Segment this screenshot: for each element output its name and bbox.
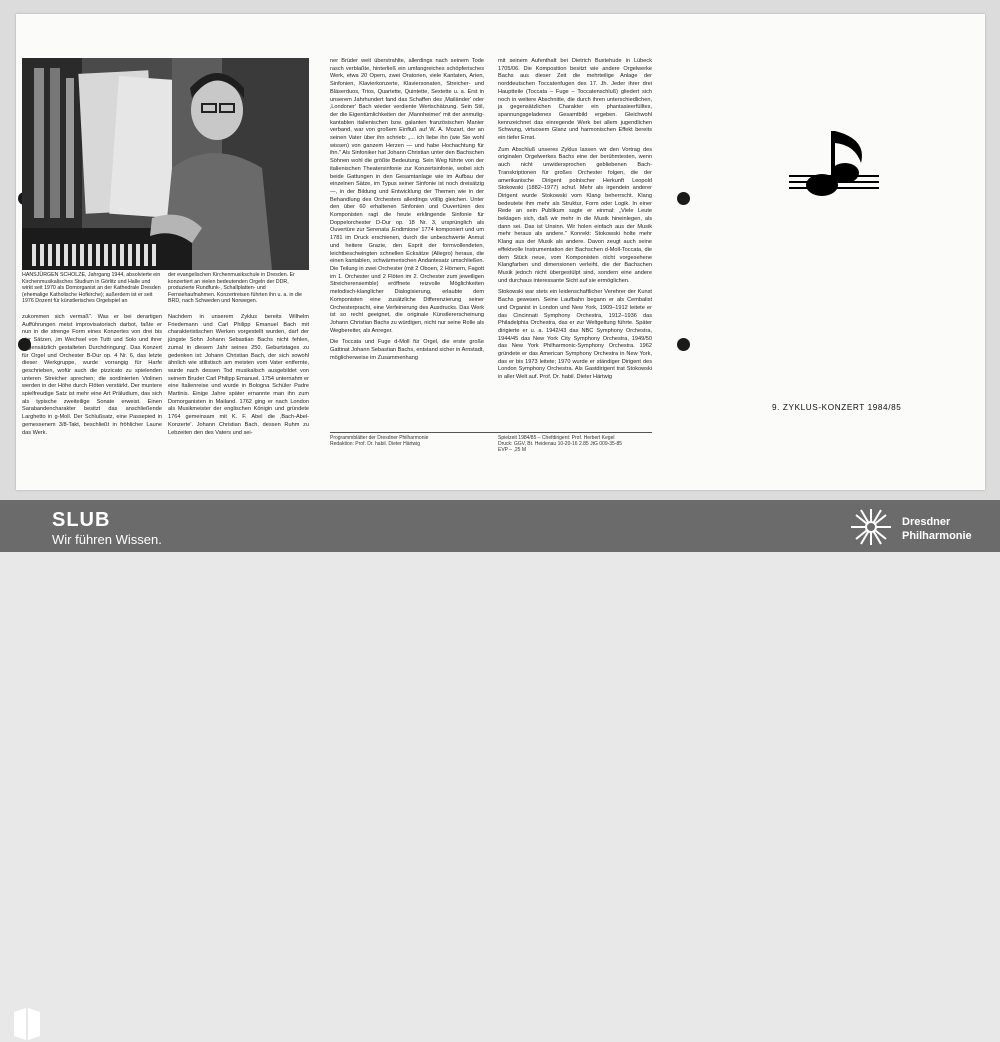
footer-line: EVP – ,25 M [498, 447, 526, 454]
punch-hole [677, 338, 690, 351]
paragraph: Stokowski war stets ein leidenschaftlicher Verehrer der Kunst Bachs gewesen. Seine Laufbahn begann er als Cembalist und Organist in London und New York, 1909–1912 leitete er das Cincinnati Symphony Orchestra, 1912–1936 das Philadelphia Orchestra, das er zur Weltgeltung führte. Später dirigierte er u. a. 1942/43 das NBC Symphony Orchestra, 1944/45 das New York City Symphony Orchestra, 1949/50 das New York Philharmonic-Symphony Orchestra. 1962 gründete er das American Symphony Orchestra in New York, das er bis 1973 leitete; 1970 wurde er ständiger Dirigent des London Symphony Orchestra. Als Gastdirigent trat Stokowski in aller Welt auf. Prof. Dr. habil. Dieter Härtwig [498, 289, 652, 381]
footer-line: Redaktion: Prof. Dr. habil. Dieter Härtwig [330, 441, 421, 448]
philharmonie-name-line2: Philharmonie [902, 530, 972, 542]
text-column-3 [330, 58, 484, 428]
paragraph: ner Brüder weit überstrahlte, allerdings nach seinem Tode rasch verblaßte, hinterließ ein umfangreiches schöpferisches Werk, etwa 20 Opern, zwei Oratorien, viele Kantaten, Arien, Sinfonien, Klavierkonzerte, Klaviersonaten, Streicher- und Bläserduos, Trios, Quartette, Quintette, Sextette u. a. Erst in unserem Jahrhundert fand das Schaffen des ‚Mailänder' oder ‚Londoner' Bach wieder verdiente Wertschätzung. Sein Stil, der die Eigentümlichkeiten der ‚Mannheimer' mit der anmutig-kantablen italienischen bzw. galanten französischen Manier verband, war von großem Einfluß auf W. A. Mozart, der an seinen Vater über ihn schrieb: „... ich liebe ihn (wie Sie wohl wissen) von ganzem Herzen — und habe Hochachtung für ihn." Als Sinfoniker hat Johann Christian unter den Bachschen Söhnen wohl die größte Bedeutung. Sein Weg führte von der italienischen Theatersinfonie zur Konzertsinfonie, wobei sich beide Gattungen in den Gesamtanlage wie im Aufbau der einzelnen Sätze, im Typus seiner Sinfonie ist noch dreisätzig —, in der Bildung und Entwicklung der Themen wie in der Behandlung des Orchesters allerdings völlig gleichen. Unter den über 60 erhaltenen Sinfonien und Ouvertüren des Komponisten ragt die heute erklingende Sinfonie für Doppelorchester D-Dur op. 18 Nr. 3, ursprünglich als Ouvertüre zur Serenata ‚Endimione' 1774 komponiert und um 1781 im Druck erschienen, durch die unbeschwerte Anmut und heitere Grazie, den Esprit der formvollendeten, leichtbeschwingten schnellen Ecksätze (Allegro) heraus, die einen kantablen, schwärmerischen Andantesatz umschließen. Die Teilung in zwei Orchester (mit 2 Oboen, 2 Hörnern, Fagott im 1. Orchester und 2 Flöten im 2. Orchester zum jeweiligen Streicherensemble) eröffnete reizvolle Möglichkeiten melodisch-klanglicher Dialogisierung, erlaubte dem Komponisten eine zusätzliche Differenzierung seiner Orchesterpracht, eine Verfeinerung des Ausdrucks. Das Werk ist so recht geeignet, die originale Künstlererscheinung Johann Christian Bachs zu würdigen, nicht nur seine Rolle als Wegbereiter, als Anreger. [330, 58, 484, 334]
organist-photo [22, 58, 309, 270]
philharmonie-logo-icon [848, 505, 894, 549]
photo-caption-right: der evangelischen Kirchenmusikschule in Dresden. Er konzertiert an vielen bedeutenden Orgeln der DDR, produzierte Rundfunk-, Schallplatten- und Fernsehaufnahmen. Konzertreisen führten ihn u. a. in die BRD, nach Schweden und Norwegen. [168, 272, 302, 305]
text-column-1 [22, 314, 162, 436]
footer-left [330, 435, 484, 447]
text-column-4 [498, 58, 652, 473]
footer-line: Spielzeit 1984/85 – Chefdirigent: Prof. Herbert Kegel [498, 435, 615, 441]
text-column-2 [168, 314, 309, 436]
footer-right [498, 435, 652, 454]
footer-line: Programmblätter der Dresdner Philharmonie [330, 435, 429, 441]
philharmonie-name-line1: Dresdner [902, 516, 951, 528]
paragraph: Nachdem in unserem Zyklus bereits Wilhelm Friedemann und Carl Philipp Emanuel Bach mit charakteristischen Werken vorgestellt wurden, darf der jüngste Sohn Johann Sebastian Bachs nicht fehlen, zumal in diesem Jahr seines 250. Geburtstages zu gedenken ist: Johann Christian Bach, der sich sowohl ähnlich wie stilistisch am meisten vom Vater entfernte, wurde nach dessen Tod musikalisch ausgebildet von seinem Bruder Carl Philipp Emanuel. 1754 unternahm er eine Italienreise und wurde in Bologna Schüler Padre Martinis. Einige Jahre später ernannte man ihn zum Domorganisten in Mailand. 1762 ging er nach London als Musikmeister der englischen Königin und gründete 1764 gemeinsam mit K. F. Abel die ‚Bach-Abel-Konzerte'. Johann Christian Bach, dessen Ruhm zu Lebzeiten den des Vaters und sei- [168, 314, 309, 436]
slub-logo-text[interactable]: SLUB [52, 509, 111, 531]
book-icon [12, 1006, 42, 1042]
photo-caption-left: HANSJÜRGEN SCHOLZE, Jahrgang 1944, absolvierte ein Kirchenmusikalisches Studium in Görlitz und Halle und wirkt seit 1970 als Domorganist an der Kathedrale Dresden (ehemalige Katholische Hofkirche); außerdem ist er seit 1976 Dozent für künstlerisches Orgelspiel an [22, 272, 161, 305]
slub-slogan: Wir führen Wissen. [52, 532, 162, 547]
footer-line: Druck: GGV, Bt. Heidenau 10-20-16 2.85 JtG 009-35-85 [498, 441, 623, 448]
paragraph: zukommen sich vermaß". Was er bei derartigen Aufführungen meist improvisatorisch darbot, faßte er nun in die strenge Form eines Konzertes von drei bis vier Sätzen, ‚im Wechsel von Tutti und Solo und ihrer gegensätzlich gestalteten Durchdringung'. Das Konzert für Orgel und Orchester B-Dur op. 4 Nr. 6, das letzte dieser Werkgruppe, wurde vorrangig für Harfe geschrieben, wofür auch die pizzicato zu spielenden unteren Streicher sprechen; die sordinierten Violinen werden in der Höhe durch Flöten verstärkt. Der muntere spielfreudige Satz ist mehr eine Art Präludium, das sich als typische zweiteilige Sonate erweist. Einen Sarabandencharakter besitzt das anschließende Larghetto in g-Moll. Der Schlußsatz, eine Passepied in gemessenem 3/8-Takt, beschließt in fröhlicher Laune das Werk. [22, 314, 162, 436]
scan-background [0, 0, 1000, 500]
paragraph: mit seinem Aufenthalt bei Dietrich Buxtehude in Lübeck 1705/06. Die Komposition besitzt wie andere Orgelwerke Bachs aus dieser Zeit die mehrteilige Anlage der norddeutschen Toccatenfugen des 17. Jh. Jeder ihrer drei Hauptteile (Toccata – Fuge – Toccatenschluß) gliedert sich noch in weitere Abschnitte, die durch ihren unterschiedlichen, ja gegensätzlichen Charakter ein phantasieerfülltes, spannungsgeladenes Gesamtbild ergeben. Gleichwohl kennzeichnet das einregende Werk bei allem jugendlichen Schwung, virtuosem Glanz und harmonischen Effekt bereits ein tiefer Ernst. [498, 58, 652, 142]
paragraph: Die Toccata und Fuge d-Moll für Orgel, die erste große Gattinat Johann Sebastian Bachs, entstand sicher in Arnstadt, möglicherweise im Zusammenhang [330, 339, 484, 361]
concert-title: 9. ZYKLUS-KONZERT 1984/85 [772, 403, 902, 412]
music-note-logo [789, 129, 879, 209]
program-page [16, 14, 985, 490]
footer-rule [330, 432, 652, 433]
punch-hole [677, 192, 690, 205]
paragraph: Zum Abschluß unseres Zyklus lassen wir den Vortrag des originalen Orgelwerkes Bachs eine der berühmtesten, wenn auch nicht unwidersprochen gebliebenen Bach-Transkriptionen für großes Orchester folgen, die der amerikanische Dirigent polnischer Herkunft Leopold Stokowski (1882–1977) schuf. Mehr als irgendein anderer Dirigent wurde Stokowski vom Klang beherrscht. Klang bedeutete ihm mehr als Struktur, Form oder Logik. In einer Rede an sein Publikum sagte er einmal: „Viele Leute beklagen sich, daß wir mehr in die Musik hineinlegen, als dann sei. Das ist Unsinn. Wir holen einfach aus der Musik mehr heraus als andere." Konrekt: Stokowski holte mehr Klang aus der Musik als andere. Davon zeugt auch seine effektvolle Instrumentation der Bachschen d-Moll-Toccata, die dem Stück neue, vom Komponisten nicht vorgesehene Klangfarben und dimensionen verleiht, die der Bachschen Musik jedoch nicht übergestülpt sind, sondern eine andere und durchaus interessante Sicht auf sie ermöglichen. [498, 146, 652, 284]
